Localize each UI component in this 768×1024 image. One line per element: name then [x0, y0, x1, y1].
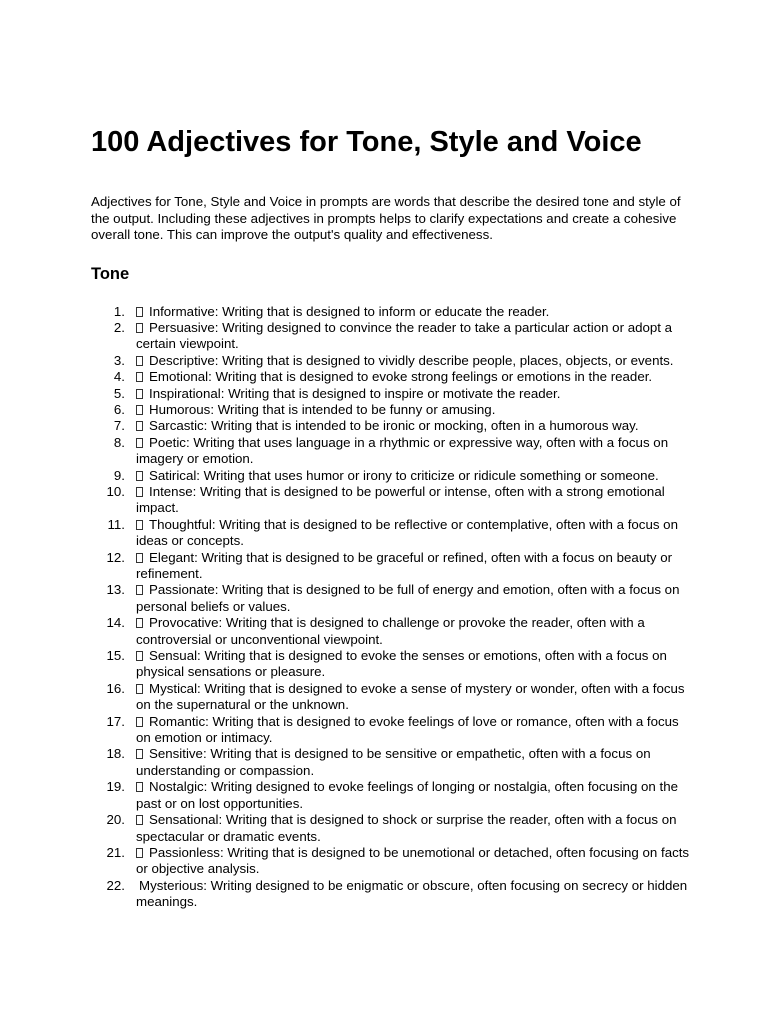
list-item-text: Sensual: Writing that is designed to evoke the senses or emotions, often with a focus on physical sensations or pleasure.	[136, 648, 667, 680]
list-item-number: 12.	[106, 549, 125, 565]
list-item	[91, 550, 691, 583]
missing-glyph-icon	[136, 782, 143, 792]
list-item-text: Satirical: Writing that uses humor or irony to criticize or ridicule something or someone.	[149, 467, 659, 483]
list-item-number: 13.	[106, 582, 125, 598]
list-item-number: 7.	[113, 418, 125, 434]
list-item	[91, 648, 691, 681]
missing-glyph-icon	[136, 487, 143, 497]
list-item	[91, 402, 691, 418]
list-item-text: Sarcastic: Writing that is intended to be ironic or mocking, often in a humorous way.	[149, 418, 639, 434]
list-item-text: Inspirational: Writing that is designed to inspire or motivate the reader.	[149, 385, 561, 401]
missing-glyph-icon	[136, 520, 143, 530]
list-item-number: 22.	[106, 877, 125, 893]
list-item-number: 4.	[113, 369, 125, 385]
list-item-text: Mystical: Writing that is designed to evoke a sense of mystery or wonder, often with a focus on the supernatural or the unknown.	[136, 680, 685, 713]
intro-paragraph: Adjectives for Tone, Style and Voice in prompts are words that describe the desired tone and style of the output. Including these adjectives in prompts helps to clarify expectations and create a cohesive overall tone. This can improve the output's quality and effectiveness.	[91, 194, 681, 242]
missing-glyph-icon	[136, 749, 143, 759]
missing-glyph-icon	[136, 323, 143, 333]
list-item	[91, 878, 691, 911]
list-item	[91, 369, 691, 385]
list-item-text: Intense: Writing that is designed to be powerful or intense, often with a strong emotional impact.	[136, 483, 665, 516]
list-item-text: Humorous: Writing that is intended to be funny or amusing.	[149, 401, 496, 417]
list-item-text: Passionate: Writing that is designed to be full of energy and emotion, often with a focus on personal beliefs or values.	[136, 582, 680, 614]
list-item-number: 20.	[106, 812, 125, 828]
missing-glyph-icon	[136, 848, 143, 858]
list-item	[91, 468, 691, 484]
list-item-text: Poetic: Writing that uses language in a rhythmic or expressive way, often with a focus on imagery or emotion.	[136, 434, 669, 467]
list-item	[91, 386, 691, 402]
list-item-text: Thoughtful: Writing that is designed to be reflective or contemplative, often with a focus on ideas or concepts.	[136, 516, 678, 549]
list-item	[91, 681, 691, 714]
list-item-number: 9.	[113, 467, 125, 483]
list-item	[91, 320, 691, 353]
missing-glyph-icon	[136, 815, 143, 825]
list-item	[91, 812, 691, 845]
missing-glyph-icon	[136, 307, 143, 317]
list-item	[91, 779, 691, 812]
missing-glyph-icon	[136, 372, 143, 382]
missing-glyph-icon	[136, 651, 143, 661]
section-heading-tone: Tone	[91, 264, 130, 283]
list-item-number: 14.	[106, 615, 125, 631]
missing-glyph-icon	[136, 471, 143, 481]
list-item-number: 17.	[106, 713, 125, 729]
list-item-number: 3.	[113, 352, 125, 368]
list-item	[91, 484, 691, 517]
list-item	[91, 746, 691, 779]
list-item-text: Romantic: Writing that is designed to evoke feelings of love or romance, often with a focus on emotion or intimacy.	[136, 713, 679, 746]
list-item-number: 6.	[113, 401, 125, 417]
document-page	[91, 120, 691, 911]
list-item-number: 19.	[106, 779, 125, 795]
list-item-text: Descriptive: Writing that is designed to vividly describe people, places, objects, or events.	[149, 352, 674, 368]
list-item-text: Mysterious: Writing designed to be enigmatic or obscure, often focusing on secrecy or hidden meanings.	[136, 877, 688, 910]
list-item	[91, 435, 691, 468]
list-item	[91, 615, 691, 648]
list-item-number: 2.	[113, 319, 125, 335]
missing-glyph-icon	[136, 553, 143, 563]
list-item-number: 11.	[107, 516, 125, 532]
list-item-number: 18.	[106, 746, 125, 762]
list-item-number: 21.	[106, 844, 125, 860]
list-item	[91, 517, 691, 550]
list-item	[91, 418, 691, 434]
missing-glyph-icon	[136, 684, 143, 694]
list-item-number: 1.	[113, 303, 125, 319]
list-item-number: 15.	[106, 648, 125, 664]
missing-glyph-icon	[136, 389, 143, 399]
list-item	[91, 582, 691, 615]
list-item-text: Informative: Writing that is designed to inform or educate the reader.	[149, 303, 550, 319]
list-item	[91, 353, 691, 369]
list-item-text: Emotional: Writing that is designed to evoke strong feelings or emotions in the reader.	[149, 369, 653, 385]
list-item-number: 8.	[113, 434, 125, 450]
list-item-text: Sensational: Writing that is designed to shock or surprise the reader, often with a focus on spectacular or dramatic events.	[136, 812, 677, 844]
list-item	[91, 845, 691, 878]
list-item-text: Sensitive: Writing that is designed to be sensitive or empathetic, often with a focus on understanding or compassion.	[136, 746, 651, 778]
list-item-number: 16.	[106, 680, 125, 696]
missing-glyph-icon	[136, 421, 143, 431]
list-item	[91, 304, 691, 320]
missing-glyph-icon	[136, 405, 143, 415]
missing-glyph-icon	[136, 356, 143, 366]
list-item-text: Elegant: Writing that is designed to be graceful or refined, often with a focus on beauty or refinement.	[136, 549, 673, 581]
list-item-number: 5.	[113, 385, 125, 401]
list-item	[91, 714, 691, 747]
list-item-text: Passionless: Writing that is designed to be unemotional or detached, often focusing on facts or objective analysis.	[136, 844, 690, 877]
missing-glyph-icon	[136, 438, 143, 448]
list-item-number: 10.	[106, 483, 125, 499]
missing-glyph-icon	[136, 618, 143, 628]
list-item-text: Nostalgic: Writing designed to evoke feelings of longing or nostalgia, often focusing on the past or on lost opportunities.	[136, 779, 679, 811]
missing-glyph-icon	[136, 717, 143, 727]
missing-glyph-icon	[136, 585, 143, 595]
list-item-text: Persuasive: Writing designed to convince the reader to take a particular action or adopt a certain viewpoint.	[136, 319, 673, 352]
document-title: 100 Adjectives for Tone, Style and Voice	[91, 126, 642, 158]
adjective-list	[91, 304, 691, 911]
list-item-text: Provocative: Writing that is designed to challenge or provoke the reader, often with a controversial or unconventional viewpoint.	[136, 615, 645, 647]
